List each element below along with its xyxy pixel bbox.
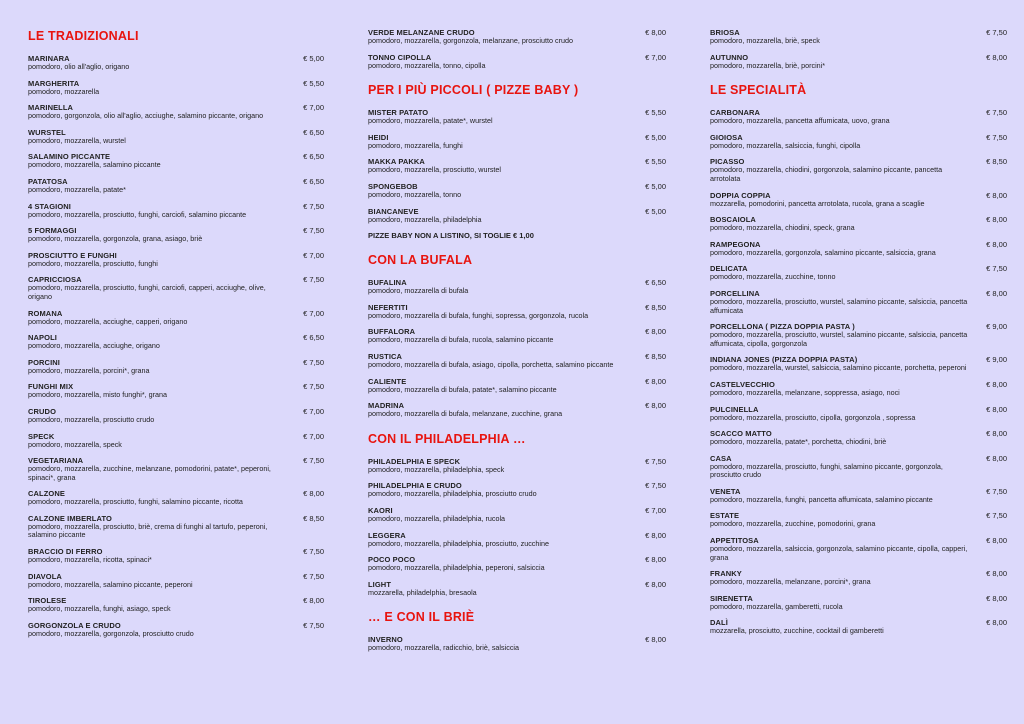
item-description: pomodoro, mozzarella, tonno bbox=[368, 189, 462, 199]
item-price: € 7,50 bbox=[986, 486, 1007, 496]
item-price: € 8,00 bbox=[645, 401, 666, 411]
item-price: € 8,00 bbox=[986, 190, 1007, 200]
item-name: BIANCANEVE bbox=[368, 206, 419, 216]
menu-item bbox=[368, 506, 666, 524]
menu-item bbox=[710, 215, 1007, 233]
item-price: € 8,00 bbox=[986, 404, 1007, 414]
item-price: € 8,00 bbox=[986, 453, 1007, 463]
menu-item bbox=[710, 133, 1007, 151]
menu-item bbox=[368, 327, 666, 345]
item-name: PICASSO bbox=[710, 157, 745, 167]
item-description: pomodoro, mozzarella, gorgonzola, prosciutto crudo bbox=[28, 628, 194, 638]
item-description: pomodoro, mozzarella, prosciutto, briè, crema di funghi al tartufo, peperoni, salamino piccante bbox=[28, 521, 268, 540]
menu-item bbox=[710, 322, 1007, 348]
menu-item bbox=[28, 54, 324, 72]
menu-column-1 bbox=[28, 28, 324, 645]
item-name: BOSCAIOLA bbox=[710, 215, 756, 225]
item-price: € 7,50 bbox=[303, 201, 324, 211]
menu-column-3 bbox=[710, 28, 1007, 643]
section-note: PIZZE BABY NON A LISTINO, SI TOGLIE € 1,00 bbox=[368, 231, 534, 241]
item-price: € 7,00 bbox=[645, 505, 666, 515]
item-name: PORCELLONA ( PIZZA DOPPIA PASTA ) bbox=[710, 322, 855, 332]
section-title: LE SPECIALITÀ bbox=[710, 83, 807, 98]
menu-item bbox=[368, 278, 666, 296]
item-price: € 5,50 bbox=[645, 157, 666, 167]
item-description: pomodoro, mozzarella, patate*, porchetta, chiodini, briè bbox=[710, 437, 887, 447]
item-description: pomodoro, mozzarella, speck bbox=[28, 439, 122, 449]
item-name: CASA bbox=[710, 453, 732, 463]
item-description: mozzarella, prosciutto, zucchine, cocktail di gamberetti bbox=[710, 626, 884, 636]
item-description: pomodoro, mozzarella, philadelphia, prosciutto, zucchine bbox=[368, 538, 549, 548]
item-name: PATATOSA bbox=[28, 176, 68, 186]
section-title: … E CON IL BRIÈ bbox=[368, 610, 475, 625]
menu-item bbox=[368, 108, 666, 126]
item-price: € 6,50 bbox=[645, 278, 666, 288]
item-name: POCO POCO bbox=[368, 555, 416, 565]
item-name: MARGHERITA bbox=[28, 78, 80, 88]
item-description: pomodoro, mozzarella di bufala, funghi, sopressa, gorgonzola, rucola bbox=[368, 310, 589, 320]
item-description: pomodoro, mozzarella, salsiccia, gorgonzola, salamino piccante, cipolla, capperi, grana bbox=[710, 544, 968, 562]
section-title: PER I PIÙ PICCOLI ( PIZZE BABY ) bbox=[368, 83, 579, 98]
menu-item bbox=[28, 621, 324, 639]
item-name: ROMANA bbox=[28, 308, 63, 318]
item-name: FUNGHI MIX bbox=[28, 382, 74, 392]
menu-section bbox=[368, 609, 666, 653]
menu-item bbox=[710, 429, 1007, 447]
item-description: pomodoro, olio all'aglio, origano bbox=[28, 62, 130, 71]
item-name: PORCELLINA bbox=[710, 288, 760, 298]
menu-item bbox=[28, 128, 324, 146]
item-name: 5 FORMAGGI bbox=[28, 226, 77, 236]
item-description: pomodoro, mozzarella, chiodini, gorgonzola, salamino piccante, pancetta arrotolata bbox=[710, 165, 943, 183]
item-name: BUFALINA bbox=[368, 278, 407, 288]
item-description: pomodoro, mozzarella, zucchine, melanzane, pomodorini, patate*, peperoni, spinaci*, grana bbox=[28, 464, 271, 482]
item-name: CALZONE IMBERLATO bbox=[28, 513, 112, 523]
menu-item bbox=[28, 202, 324, 220]
item-description: pomodoro, mozzarella, acciughe, capperi, origano bbox=[28, 316, 188, 326]
menu-item bbox=[710, 240, 1007, 258]
item-price: € 7,50 bbox=[645, 481, 666, 491]
item-price: € 7,50 bbox=[303, 547, 324, 557]
item-price: € 8,00 bbox=[986, 429, 1007, 439]
menu-item bbox=[710, 405, 1007, 423]
item-description: pomodoro, mozzarella di bufala, rucola, salamino piccante bbox=[368, 335, 554, 345]
item-price: € 8,00 bbox=[986, 618, 1007, 628]
item-description: pomodoro, mozzarella, pancetta affumicata, uovo, grana bbox=[710, 116, 890, 126]
menu-item bbox=[368, 457, 666, 475]
item-description: pomodoro, mozzarella, porcini*, grana bbox=[28, 365, 150, 375]
menu-item bbox=[710, 28, 1007, 46]
item-price: € 7,50 bbox=[986, 511, 1007, 521]
menu-item bbox=[28, 358, 324, 376]
item-description: pomodoro, mozzarella di bufala, melanzane, zucchine, grana bbox=[368, 409, 563, 419]
item-price: € 8,00 bbox=[986, 215, 1007, 225]
item-price: € 7,50 bbox=[303, 620, 324, 630]
item-description: pomodoro, mozzarella bbox=[28, 86, 100, 96]
item-price: € 8,00 bbox=[645, 579, 666, 589]
item-description: pomodoro, mozzarella, acciughe, origano bbox=[28, 341, 160, 351]
menu-item bbox=[368, 481, 666, 499]
item-name: WURSTEL bbox=[28, 127, 66, 137]
item-price: € 7,50 bbox=[986, 108, 1007, 118]
section-title: CON LA BUFALA bbox=[368, 253, 473, 268]
item-price: € 7,50 bbox=[645, 456, 666, 466]
menu-item bbox=[28, 103, 324, 121]
item-price: € 7,50 bbox=[303, 226, 324, 236]
item-name: PROSCIUTTO E FUNGHI bbox=[28, 250, 117, 260]
item-price: € 7,50 bbox=[303, 275, 324, 285]
item-description: pomodoro, mozzarella, misto funghi*, grana bbox=[28, 390, 168, 400]
item-name: PORCINI bbox=[28, 357, 60, 367]
item-price: € 8,00 bbox=[645, 376, 666, 386]
item-description: pomodoro, mozzarella di bufala bbox=[368, 286, 469, 296]
item-name: MARINARA bbox=[28, 54, 70, 63]
menu-item bbox=[710, 191, 1007, 209]
item-name: PHILADELPHIA E CRUDO bbox=[368, 481, 462, 491]
item-name: LEGGERA bbox=[368, 530, 406, 540]
item-description: mozzarella, pomodorini, pancetta arrotolata, rucola, grana a scaglie bbox=[710, 198, 925, 208]
menu-item bbox=[368, 352, 666, 370]
item-description: pomodoro, mozzarella, prosciutto, cipolla, gorgonzola , sopressa bbox=[710, 412, 916, 422]
item-name: MISTER PATATO bbox=[368, 108, 429, 118]
menu-item bbox=[710, 487, 1007, 505]
menu-item bbox=[710, 157, 1007, 183]
section-title: CON IL PHILADELPHIA … bbox=[368, 431, 526, 446]
item-name: SPONGEBOB bbox=[368, 181, 418, 191]
item-description: pomodoro, mozzarella di bufala, patate*, salamino piccante bbox=[368, 384, 557, 394]
item-name: CALIENTE bbox=[368, 376, 407, 386]
menu-item bbox=[368, 401, 666, 419]
menu-item bbox=[28, 177, 324, 195]
item-name: FRANKY bbox=[710, 569, 742, 579]
menu-item bbox=[710, 536, 1007, 562]
item-name: VEGETARIANA bbox=[28, 456, 84, 466]
item-description: pomodoro, mozzarella, prosciutto, wurstel, salamino piccante, salsiccia, pancetta affumicata, cipolla, gorgonzola bbox=[710, 330, 968, 348]
item-price: € 8,50 bbox=[303, 513, 324, 523]
item-description: pomodoro, mozzarella, gorgonzola, salamino piccante, salsiccia, grana bbox=[710, 247, 936, 257]
item-price: € 8,50 bbox=[986, 157, 1007, 167]
item-price: € 7,50 bbox=[303, 571, 324, 581]
menu-section bbox=[368, 431, 666, 598]
menu-column-2 bbox=[368, 28, 666, 660]
menu-item bbox=[710, 569, 1007, 587]
menu-item bbox=[710, 511, 1007, 529]
menu-item bbox=[368, 182, 666, 200]
item-description: pomodoro, mozzarella, philadelphia bbox=[368, 214, 482, 224]
menu-item bbox=[28, 547, 324, 565]
menu-item bbox=[710, 289, 1007, 315]
item-description: mozzarella, philadelphia, bresaola bbox=[368, 587, 477, 597]
item-price: € 7,00 bbox=[303, 308, 324, 318]
item-price: € 5,50 bbox=[645, 108, 666, 118]
item-price: € 8,00 bbox=[986, 536, 1007, 546]
item-price: € 8,00 bbox=[986, 379, 1007, 389]
item-description: pomodoro, mozzarella, patate*, wurstel bbox=[368, 116, 493, 126]
item-price: € 5,00 bbox=[645, 206, 666, 216]
menu-item bbox=[28, 79, 324, 97]
item-name: NAPOLI bbox=[28, 333, 57, 343]
item-name: RAMPEGONA bbox=[710, 239, 761, 249]
item-price: € 7,50 bbox=[303, 382, 324, 392]
item-price: € 7,00 bbox=[303, 103, 324, 113]
menu-item bbox=[368, 377, 666, 395]
item-description: pomodoro, mozzarella, gamberetti, rucola bbox=[710, 601, 843, 611]
item-name: CALZONE bbox=[28, 489, 65, 499]
item-price: € 7,50 bbox=[303, 357, 324, 367]
item-name: DELICATA bbox=[710, 264, 748, 274]
menu-item bbox=[368, 157, 666, 175]
item-description: pomodoro, mozzarella, zucchine, pomodorini, grana bbox=[710, 519, 876, 529]
item-name: ESTATE bbox=[710, 511, 740, 521]
item-description: pomodoro, mozzarella, salamino piccante bbox=[28, 160, 161, 170]
item-name: SALAMINO PICCANTE bbox=[28, 152, 111, 162]
item-name: NEFERTITI bbox=[368, 302, 408, 312]
item-description: pomodoro, mozzarella, wurstel, salsiccia, salamino piccante, porchetta, peperoni bbox=[710, 363, 967, 373]
menu-item bbox=[710, 355, 1007, 373]
item-name: SIRENETTA bbox=[710, 593, 753, 603]
item-description: pomodoro, mozzarella, prosciutto, funghi, salamino piccante, gorgonzola, prosciutto crudo bbox=[710, 461, 943, 480]
menu-item bbox=[368, 303, 666, 321]
item-price: € 6,50 bbox=[303, 127, 324, 137]
item-price: € 7,00 bbox=[303, 250, 324, 260]
item-price: € 8,00 bbox=[645, 635, 666, 645]
item-name: GORGONZOLA E CRUDO bbox=[28, 620, 121, 630]
menu-item bbox=[368, 28, 666, 46]
menu-item bbox=[28, 407, 324, 425]
item-price: € 6,50 bbox=[303, 176, 324, 186]
menu-section bbox=[368, 82, 666, 240]
item-price: € 8,00 bbox=[986, 569, 1007, 579]
item-name: MARINELLA bbox=[28, 103, 74, 113]
item-name: INDIANA JONES (PIZZA DOPPIA PASTA) bbox=[710, 355, 858, 365]
menu-item bbox=[368, 207, 666, 225]
menu-item bbox=[710, 108, 1007, 126]
item-name: DOPPIA COPPIA bbox=[710, 190, 771, 200]
item-price: € 7,00 bbox=[303, 406, 324, 416]
item-price: € 8,00 bbox=[645, 530, 666, 540]
menu-item bbox=[28, 456, 324, 482]
item-description: pomodoro, mozzarella, prosciutto, funghi, carciofi, salamino piccante bbox=[28, 209, 247, 219]
item-name: TIROLESE bbox=[28, 596, 67, 606]
menu-section bbox=[710, 28, 1007, 70]
item-description: pomodoro, mozzarella, philadelphia, peperoni, salsiccia bbox=[368, 563, 545, 573]
item-description: pomodoro, mozzarella, briè, speck bbox=[710, 36, 820, 45]
item-name: PULCINELLA bbox=[710, 404, 759, 414]
item-price: € 7,50 bbox=[986, 132, 1007, 142]
menu-item bbox=[368, 531, 666, 549]
menu-item bbox=[368, 555, 666, 573]
menu-item bbox=[28, 251, 324, 269]
item-description: pomodoro, mozzarella, prosciutto, funghi bbox=[28, 258, 158, 268]
item-name: 4 STAGIONI bbox=[28, 201, 71, 211]
item-name: GIOIOSA bbox=[710, 132, 743, 142]
item-description: pomodoro, mozzarella, salsiccia, funghi, cipolla bbox=[710, 140, 861, 150]
item-price: € 8,00 bbox=[645, 28, 666, 37]
menu-section bbox=[368, 252, 666, 419]
item-price: € 5,00 bbox=[645, 181, 666, 191]
menu-item bbox=[28, 382, 324, 400]
menu-item bbox=[710, 380, 1007, 398]
item-price: € 8,00 bbox=[645, 327, 666, 337]
item-description: pomodoro, mozzarella, philadelphia, prosciutto crudo bbox=[368, 489, 537, 499]
menu-item bbox=[368, 133, 666, 151]
menu-item bbox=[28, 596, 324, 614]
item-name: INVERNO bbox=[368, 635, 403, 645]
item-description: pomodoro, mozzarella, briè, porcini* bbox=[710, 60, 826, 70]
item-price: € 8,50 bbox=[645, 302, 666, 312]
menu-item bbox=[710, 454, 1007, 480]
item-description: pomodoro, mozzarella, radicchio, briè, salsiccia bbox=[368, 643, 520, 653]
item-price: € 7,00 bbox=[303, 431, 324, 441]
menu-section bbox=[710, 82, 1007, 636]
item-description: pomodoro, mozzarella, tonno, cipolla bbox=[368, 60, 486, 70]
menu-item bbox=[710, 594, 1007, 612]
menu-item bbox=[368, 53, 666, 71]
menu-item bbox=[28, 572, 324, 590]
item-price: € 6,50 bbox=[303, 333, 324, 343]
item-description: pomodoro, mozzarella, gorgonzola, melanzane, prosciutto crudo bbox=[368, 36, 573, 45]
item-price: € 5,00 bbox=[645, 132, 666, 142]
menu-item bbox=[710, 618, 1007, 636]
item-name: LIGHT bbox=[368, 579, 391, 589]
item-name: DIAVOLA bbox=[28, 571, 62, 581]
menu-item bbox=[28, 432, 324, 450]
section-title: LE TRADIZIONALI bbox=[28, 29, 139, 43]
menu-section bbox=[368, 28, 666, 70]
item-description: pomodoro, mozzarella, zucchine, tonno bbox=[710, 272, 836, 282]
item-name: VERDE MELANZANE CRUDO bbox=[368, 28, 475, 37]
item-price: € 8,00 bbox=[303, 489, 324, 499]
item-price: € 8,50 bbox=[645, 351, 666, 361]
item-name: BRACCIO DI FERRO bbox=[28, 547, 103, 557]
item-name: KAORI bbox=[368, 505, 393, 515]
menu-item bbox=[368, 580, 666, 598]
item-price: € 7,50 bbox=[986, 264, 1007, 274]
menu-item bbox=[28, 489, 324, 507]
item-price: € 8,00 bbox=[303, 596, 324, 606]
item-price: € 9,00 bbox=[986, 322, 1007, 332]
item-description: pomodoro, gorgonzola, olio all'aglio, acciughe, salamino piccante, origano bbox=[28, 111, 264, 121]
item-description: pomodoro, mozzarella, patate* bbox=[28, 184, 126, 194]
item-name: SPECK bbox=[28, 431, 55, 441]
item-price: € 8,00 bbox=[986, 593, 1007, 603]
item-description: pomodoro, mozzarella, prosciutto, funghi, salamino piccante, ricotta bbox=[28, 497, 243, 507]
item-name: CASTELVECCHIO bbox=[710, 379, 775, 389]
item-price: € 5,50 bbox=[303, 78, 324, 88]
menu-item bbox=[28, 514, 324, 540]
item-name: MADRINA bbox=[368, 401, 405, 411]
menu-item bbox=[368, 635, 666, 653]
item-description: pomodoro, mozzarella, chiodini, speck, grana bbox=[710, 223, 855, 233]
item-price: € 8,00 bbox=[645, 555, 666, 565]
menu-section bbox=[28, 28, 324, 638]
item-description: pomodoro, mozzarella, prosciutto, wurstel bbox=[368, 165, 502, 175]
item-name: TONNO CIPOLLA bbox=[368, 52, 432, 62]
item-description: pomodoro, mozzarella, prosciutto crudo bbox=[28, 414, 155, 424]
menu-item bbox=[710, 264, 1007, 282]
item-name: CARBONARA bbox=[710, 108, 761, 118]
item-description: pomodoro, mozzarella, melanzane, porcini*, grana bbox=[710, 577, 871, 587]
item-name: VENETA bbox=[710, 486, 741, 496]
item-name: APPETITOSA bbox=[710, 536, 759, 546]
item-description: pomodoro, mozzarella, gorgonzola, grana, asiago, briè bbox=[28, 234, 203, 244]
item-description: pomodoro, mozzarella, salamino piccante, peperoni bbox=[28, 579, 193, 589]
item-price: € 7,50 bbox=[303, 456, 324, 466]
item-description: pomodoro, mozzarella, melanzane, soppressa, asiago, noci bbox=[710, 387, 900, 397]
item-description: pomodoro, mozzarella, philadelphia, rucola bbox=[368, 513, 506, 523]
item-name: MAKKA PAKKA bbox=[368, 157, 425, 167]
menu-item bbox=[28, 226, 324, 244]
item-name: CAPRICCIOSA bbox=[28, 275, 82, 285]
item-price: € 5,00 bbox=[303, 54, 324, 63]
item-price: € 7,50 bbox=[986, 28, 1007, 37]
item-name: SCACCO MATTO bbox=[710, 429, 772, 439]
menu-item bbox=[28, 333, 324, 351]
item-price: € 9,00 bbox=[986, 355, 1007, 365]
menu-item bbox=[710, 53, 1007, 71]
item-price: € 8,00 bbox=[986, 288, 1007, 298]
item-description: pomodoro, mozzarella, philadelphia, speck bbox=[368, 464, 505, 474]
item-name: RUSTICA bbox=[368, 351, 403, 361]
item-price: € 8,00 bbox=[986, 239, 1007, 249]
menu-item bbox=[28, 152, 324, 170]
item-description: pomodoro, mozzarella, wurstel bbox=[28, 135, 126, 145]
item-name: PHILADELPHIA E SPECK bbox=[368, 456, 461, 466]
item-name: AUTUNNO bbox=[710, 52, 749, 62]
menu-item bbox=[28, 275, 324, 301]
item-name: CRUDO bbox=[28, 406, 56, 416]
item-name: BUFFALORA bbox=[368, 327, 416, 337]
item-price: € 8,00 bbox=[986, 52, 1007, 62]
item-name: DALÌ bbox=[710, 618, 728, 628]
item-description: pomodoro, mozzarella, funghi, pancetta affumicata, salamino piccante bbox=[710, 494, 933, 504]
item-description: pomodoro, mozzarella, funghi, asiago, speck bbox=[28, 604, 171, 614]
item-price: € 7,00 bbox=[645, 52, 666, 62]
item-description: pomodoro, mozzarella, ricotta, spinaci* bbox=[28, 555, 152, 565]
item-name: HEIDI bbox=[368, 132, 389, 142]
item-description: pomodoro, mozzarella di bufala, asiago, cipolla, porchetta, salamino piccante bbox=[368, 359, 614, 369]
menu-item bbox=[28, 309, 324, 327]
item-price: € 6,50 bbox=[303, 152, 324, 162]
item-name: BRIOSA bbox=[710, 28, 740, 37]
item-description: pomodoro, mozzarella, funghi bbox=[368, 140, 463, 150]
item-description: pomodoro, mozzarella, prosciutto, funghi, carciofi, capperi, acciughe, olive, origano bbox=[28, 283, 266, 301]
item-description: pomodoro, mozzarella, prosciutto, wurstel, salamino piccante, salsiccia, pancetta affumicata bbox=[710, 296, 968, 315]
